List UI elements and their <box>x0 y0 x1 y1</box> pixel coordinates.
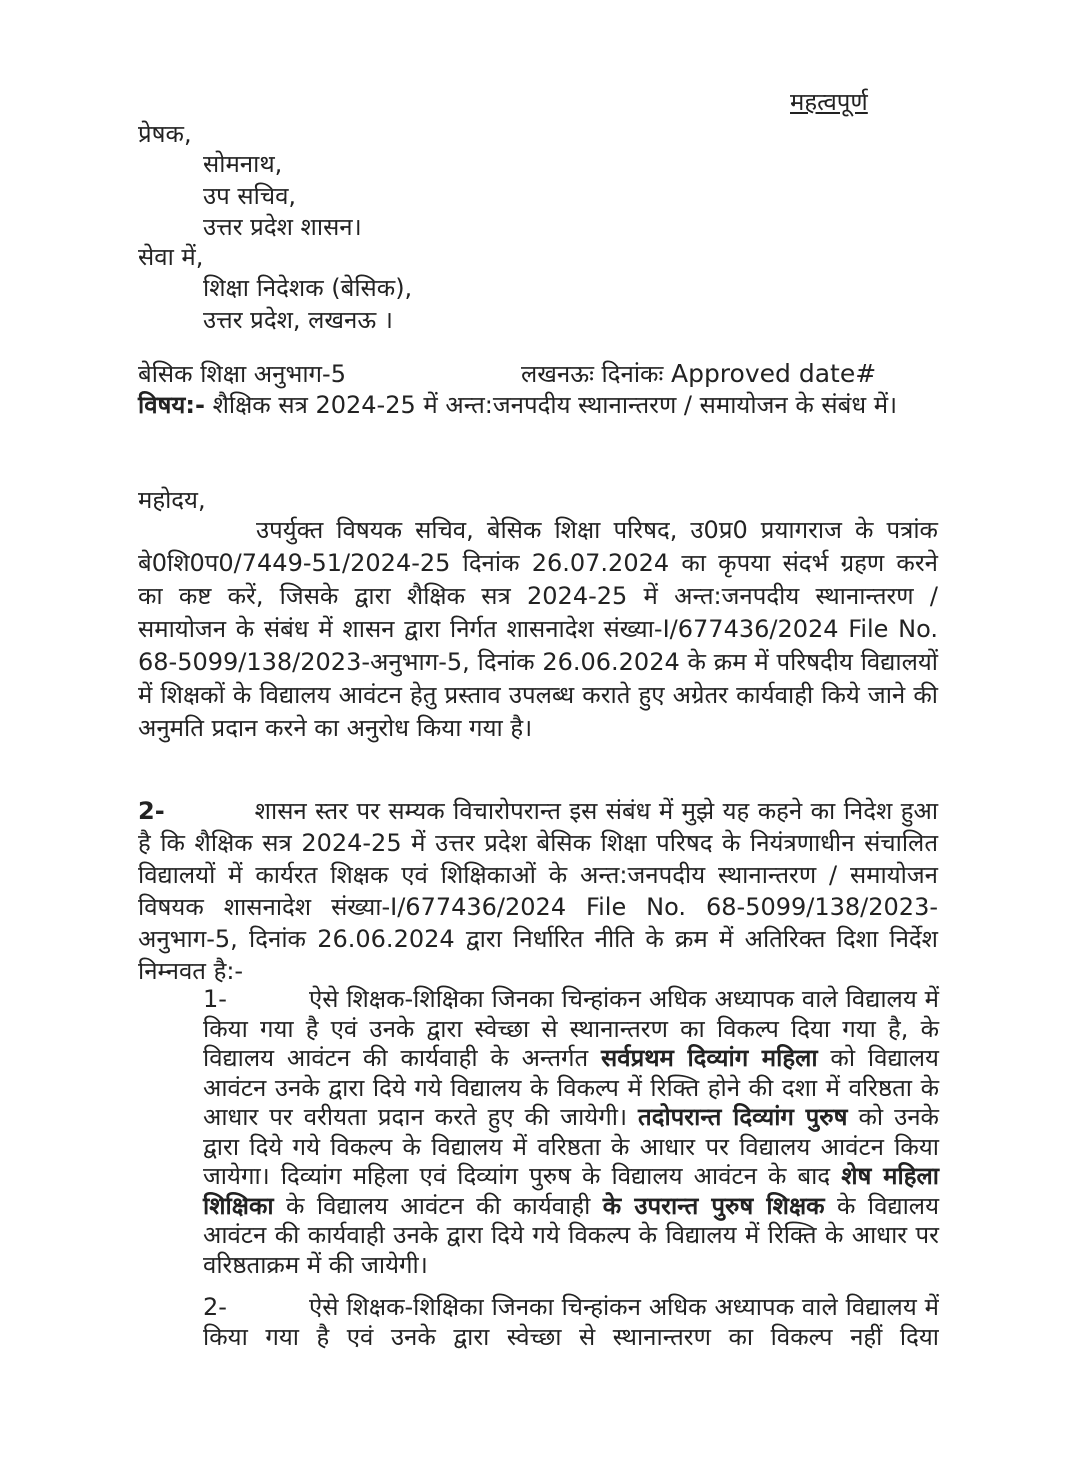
date-value: Approved date# <box>670 359 877 388</box>
recipient-designation: शिक्षा निदेशक (बेसिक), <box>203 274 413 302</box>
recipient-label: सेवा में, <box>138 243 204 271</box>
sender-label: प्रेषक, <box>138 120 192 148</box>
sender-designation: उप सचिव, <box>203 182 297 210</box>
paragraph-1 <box>138 514 938 745</box>
date-line <box>521 358 876 390</box>
paragraph-2 <box>138 795 938 987</box>
sub-item-1-text-d: के विद्यालय आवंटन की कार्यवाही <box>286 1191 591 1220</box>
sub-item-1-bold-a: सर्वप्रथम दिव्यांग महिला <box>601 1044 818 1072</box>
subject-text: शैक्षिक सत्र 2024-25 में अन्त:जनपदीय स्थानान्तरण / समायोजन के संबंध में। <box>212 391 898 419</box>
sub-item-1-number: 1- <box>203 985 227 1013</box>
sub-item-2 <box>203 1293 939 1352</box>
sub-item-1-text-c: को उनके द्वारा दिये गये विकल्प के विद्यालय में वरिष्ठता के आधार पर विद्यालय आवंटन किया जायेगा। दिव्यांग महिला एवं दिव्यांग पुरुष के विद्यालय आवंटन के बाद <box>203 1103 939 1190</box>
sub-item-1-text-b: को विद्यालय आवंटन उनके द्वारा दिये गये विद्यालय के विकल्प में रिक्ति होने की दशा में वरिष्ठता के आधार पर वरीयता प्रदान करते हुए की जायेगी। <box>203 1044 939 1131</box>
sub-item-2-text: ऐसे शिक्षक-शिक्षिका जिनका चिन्हांकन अधिक अध्यापक वाले विद्यालय में किया गया है एवं उनके द्वारा स्वेच्छा से स्थानान्तरण का विकल्प नहीं दिया <box>203 1293 939 1351</box>
paragraph-2-number: 2- <box>138 797 165 825</box>
section-reference: बेसिक शिक्षा अनुभाग-5 <box>138 360 346 388</box>
sender-name: सोमनाथ, <box>203 150 283 178</box>
paragraph-2-text: शासन स्तर पर सम्यक विचारोपरान्त इस संबंध में मुझे यह कहने का निदेश हुआ है कि शैक्षिक सत्र 2024-25 में उत्तर प्रदेश बेसिक शिक्षा परिषद के नियंत्रणाधीन संचालित विद्यालयों में कार्यरत शिक्षक एवं शिक्षिकाओं के अन्त:जनपदीय स्थानान्तरण / समायोजन विषयक शासनादेश संख्या-I/677436/2024 File No. 68-5099/138/2023-अनुभाग-5, दिनांक 26.06.2024 द्वारा निर्धारित नीति के क्रम में अतिरिक्त दिशा निर्देश निम्नवत है:- <box>138 797 938 985</box>
sub-item-1-text-a: ऐसे शिक्षक-शिक्षिका जिनका चिन्हांकन अधिक अध्यापक वाले विद्यालय में किया गया है एवं उनके द्वारा स्वेच्छा से स्थानान्तरण का विकल्प दिया गया है, के विद्यालय आवंटन की कार्यवाही के अन्तर्गत <box>203 985 939 1072</box>
sub-item-1-text-e: के विद्यालय आवंटन की कार्यवाही उनके द्वारा दिये गये विकल्प के विद्यालय में रिक्ति के आधार पर वरिष्ठताक्रम में की जायेगी। <box>203 1191 939 1279</box>
recipient-place: उत्तर प्रदेश, लखनऊ । <box>203 306 393 334</box>
sub-item-1-bold-b: तदोपरान्त दिव्यांग पुरुष <box>638 1103 848 1131</box>
paragraph-1-text: उपर्युक्त विषयक सचिव, बेसिक शिक्षा परिषद, उ0प्र0 प्रयागराज के पत्रांक बे0शि0प0/7449-51/2024-25 दिनांक 26.07.2024 का कृपया संदर्भ ग्रहण करने का कष्ट करें, जिसके द्वारा शैक्षिक सत्र 2024-25 में अन्त:जनपदीय स्थानान्तरण / समायोजन के संबंध में शासन द्वारा निर्गत शासनादेश संख्या-I/677436/2024 File No. 68-5099/138/2023-अनुभाग-5, दिनांक 26.06.2024 के क्रम में परिषदीय विद्यालयों में शिक्षकों के विद्यालय आवंटन हेतु प्रस्ताव उपलब्ध कराते हुए अग्रेतर कार्यवाही किये जाने की अनुमति प्रदान करने का अनुरोध किया गया है। <box>138 516 938 742</box>
sub-item-1-bold-c: शेष महिला शिक्षिका <box>203 1162 939 1220</box>
sub-item-1-bold-d: के उपरान्त पुरुष शिक्षक <box>602 1191 825 1220</box>
sub-item-2-number: 2- <box>203 1293 227 1321</box>
subject <box>138 390 938 420</box>
importance-mark: महत्वपूर्ण <box>790 88 868 116</box>
sender-office: उत्तर प्रदेश शासन। <box>203 213 362 241</box>
salutation: महोदय, <box>138 486 206 514</box>
sub-item-1 <box>203 985 939 1280</box>
subject-label: विषय:- <box>138 391 205 419</box>
date-label: लखनऊः दिनांकः <box>521 360 664 388</box>
